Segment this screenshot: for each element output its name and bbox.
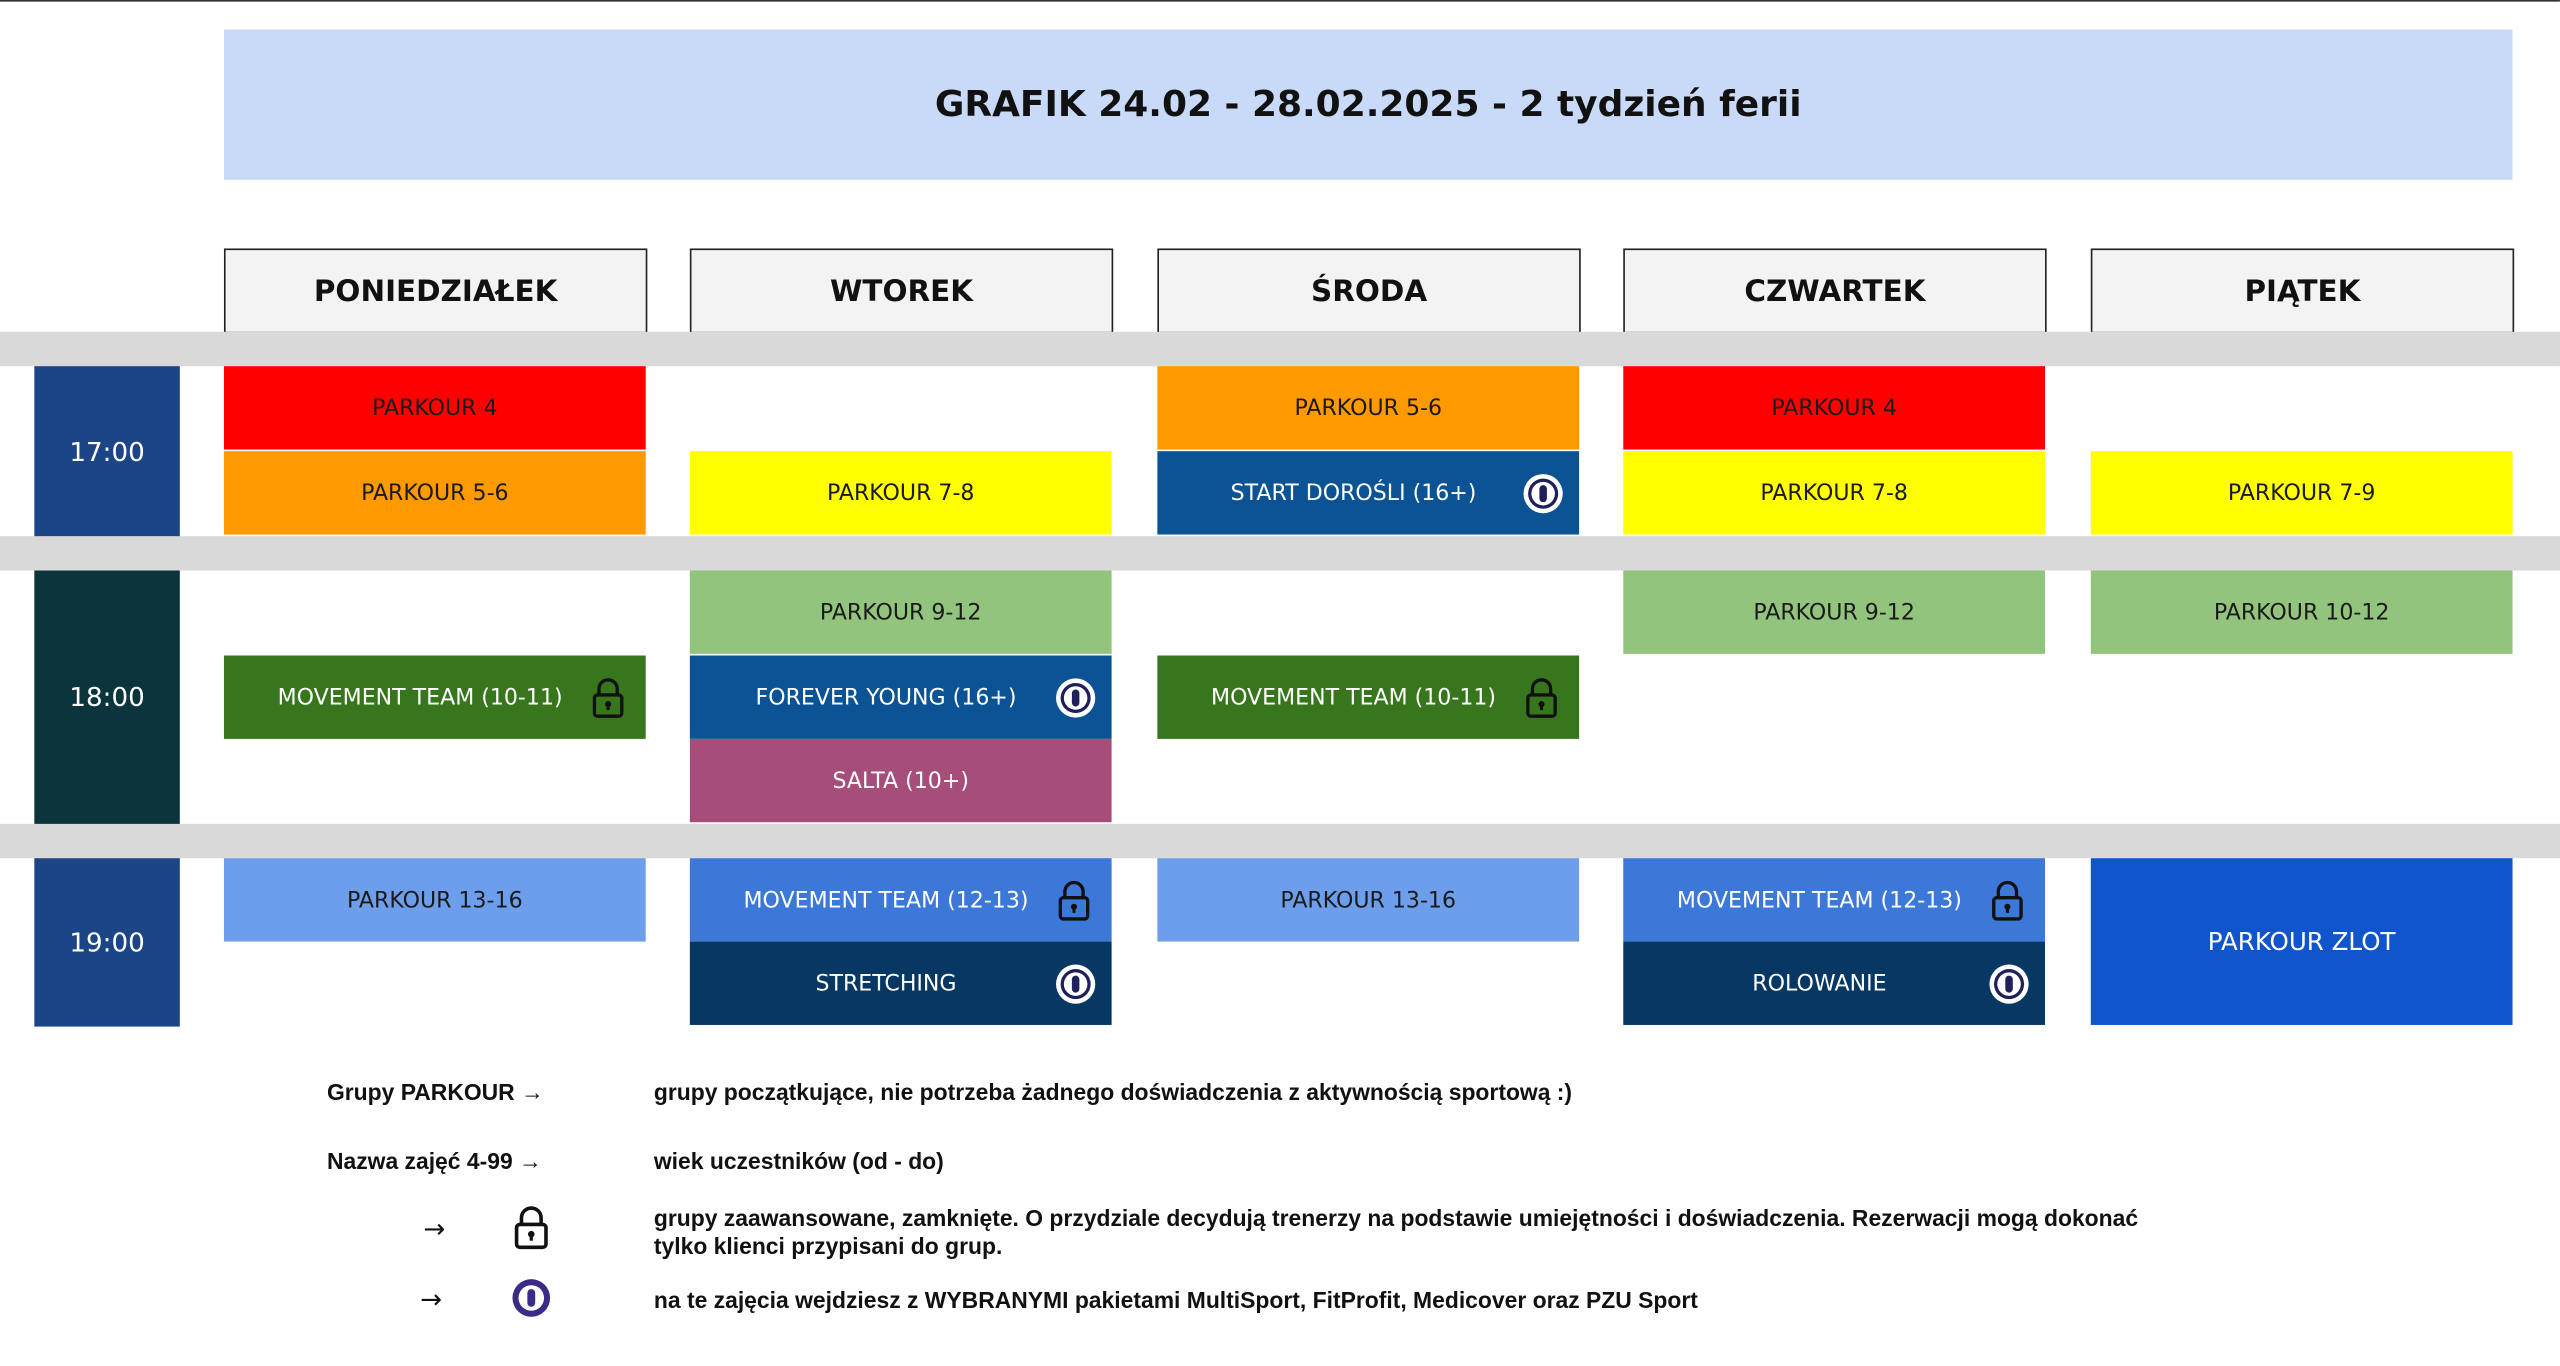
class-session bbox=[690, 739, 1112, 822]
class-session-label: MOVEMENT TEAM (10-11) bbox=[277, 684, 563, 711]
legend-lock-text bbox=[654, 1205, 2138, 1261]
class-session bbox=[690, 571, 1112, 654]
lock-icon bbox=[588, 676, 627, 719]
legend-lock-arrow: → bbox=[423, 1212, 446, 1245]
lock-icon bbox=[1988, 879, 2027, 922]
legend-multisport-text: na te zajęcia wejdziesz z WYBRANYMI pakietami MultiSport, FitProfit, Medicover oraz PZU Sport bbox=[653, 1286, 1698, 1313]
class-session-label: PARKOUR 10-12 bbox=[2213, 599, 2390, 626]
class-session-label: START DOROŚLI (16+) bbox=[1230, 479, 1477, 506]
class-session-label: PARKOUR 9-12 bbox=[1753, 599, 1915, 626]
class-session-label: PARKOUR 13-16 bbox=[347, 886, 523, 913]
schedule-title: GRAFIK 24.02 - 28.02.2025 - 2 tydzień ferii bbox=[224, 29, 2513, 179]
class-session bbox=[1157, 451, 1579, 534]
class-session-label: PARKOUR 7-8 bbox=[826, 479, 975, 506]
day-header-monday: PONIEDZIAŁEK bbox=[224, 248, 647, 333]
legend-parkour-key: Grupy PARKOUR → bbox=[326, 1078, 544, 1106]
legend-age-text: wiek uczestników (od - do) bbox=[653, 1147, 944, 1174]
class-session-label: SALTA (10+) bbox=[832, 767, 969, 794]
class-session bbox=[2091, 571, 2513, 654]
class-session bbox=[2091, 858, 2513, 1025]
class-session bbox=[1157, 366, 1579, 449]
class-session-label: PARKOUR 9-12 bbox=[819, 599, 982, 626]
class-session bbox=[1623, 451, 2045, 534]
class-session-label: PARKOUR 13-16 bbox=[1280, 886, 1457, 913]
class-session-label: PARKOUR ZLOT bbox=[2207, 926, 2396, 957]
class-session-label: STRETCHING bbox=[815, 970, 957, 997]
multisport-icon bbox=[1054, 962, 1093, 1005]
class-session bbox=[690, 451, 1112, 534]
class-session bbox=[1623, 366, 2045, 449]
class-session bbox=[690, 656, 1112, 739]
class-session-label: PARKOUR 7-9 bbox=[2227, 479, 2376, 506]
class-session-label: PARKOUR 5-6 bbox=[361, 479, 509, 506]
class-session bbox=[1623, 571, 2045, 654]
class-session bbox=[1623, 942, 2045, 1025]
class-session-label: PARKOUR 7-8 bbox=[1760, 479, 1908, 506]
day-header-thursday: CZWARTEK bbox=[1623, 248, 2046, 333]
class-session-label: MOVEMENT TEAM (10-11) bbox=[1211, 684, 1497, 711]
legend-multisport-arrow: → bbox=[420, 1283, 443, 1315]
top-border bbox=[0, 0, 2560, 2]
day-header-tuesday: WTOREK bbox=[690, 248, 1113, 333]
lock-icon bbox=[1522, 676, 1561, 719]
class-session bbox=[690, 858, 1112, 941]
time-label-19: 19:00 bbox=[34, 858, 179, 1026]
class-session bbox=[1623, 858, 2045, 941]
multisport-icon bbox=[1522, 472, 1561, 515]
legend-lock-line-2: tylko klienci przypisani do grup. bbox=[653, 1232, 1003, 1259]
class-session bbox=[224, 451, 646, 534]
class-session bbox=[1157, 656, 1579, 739]
lock-icon bbox=[512, 1205, 551, 1251]
day-header-friday: PIĄTEK bbox=[2091, 248, 2514, 333]
day-header-wednesday: ŚRODA bbox=[1157, 248, 1580, 333]
lock-icon bbox=[1054, 879, 1093, 922]
time-label-18: 18:00 bbox=[34, 571, 179, 824]
class-session bbox=[690, 942, 1112, 1025]
legend-lock-line-1: grupy zaawansowane, zamknięte. O przydziale decydują trenerzy na podstawie umiejętności i doświadczenia. Rezerwacji mogą dokonać bbox=[653, 1204, 2139, 1231]
multisport-icon bbox=[510, 1277, 553, 1320]
class-session-label: MOVEMENT TEAM (12-13) bbox=[1676, 886, 1962, 913]
class-session-label: FOREVER YOUNG (16+) bbox=[755, 684, 1017, 711]
class-session bbox=[224, 656, 646, 739]
multisport-icon bbox=[1988, 962, 2027, 1005]
class-session bbox=[224, 366, 646, 449]
class-session-label: MOVEMENT TEAM (12-13) bbox=[743, 886, 1029, 913]
legend-age-key: Nazwa zajęć 4-99 → bbox=[326, 1147, 542, 1174]
class-session bbox=[2091, 451, 2513, 534]
row-separator bbox=[0, 824, 2560, 858]
class-session-label: ROLOWANIE bbox=[1752, 970, 1887, 997]
class-session bbox=[224, 858, 646, 941]
legend-parkour-text: grupy początkujące, nie potrzeba żadnego doświadczenia z aktywnością sportową :) bbox=[653, 1078, 1573, 1106]
class-session-label: PARKOUR 4 bbox=[1771, 394, 1897, 421]
class-session-label: PARKOUR 5-6 bbox=[1294, 394, 1443, 421]
time-label-17: 17:00 bbox=[34, 366, 179, 536]
multisport-icon bbox=[1054, 676, 1093, 719]
class-session-label: PARKOUR 4 bbox=[372, 394, 498, 421]
row-separator bbox=[0, 332, 2560, 366]
class-session bbox=[1157, 858, 1579, 941]
row-separator bbox=[0, 536, 2560, 570]
